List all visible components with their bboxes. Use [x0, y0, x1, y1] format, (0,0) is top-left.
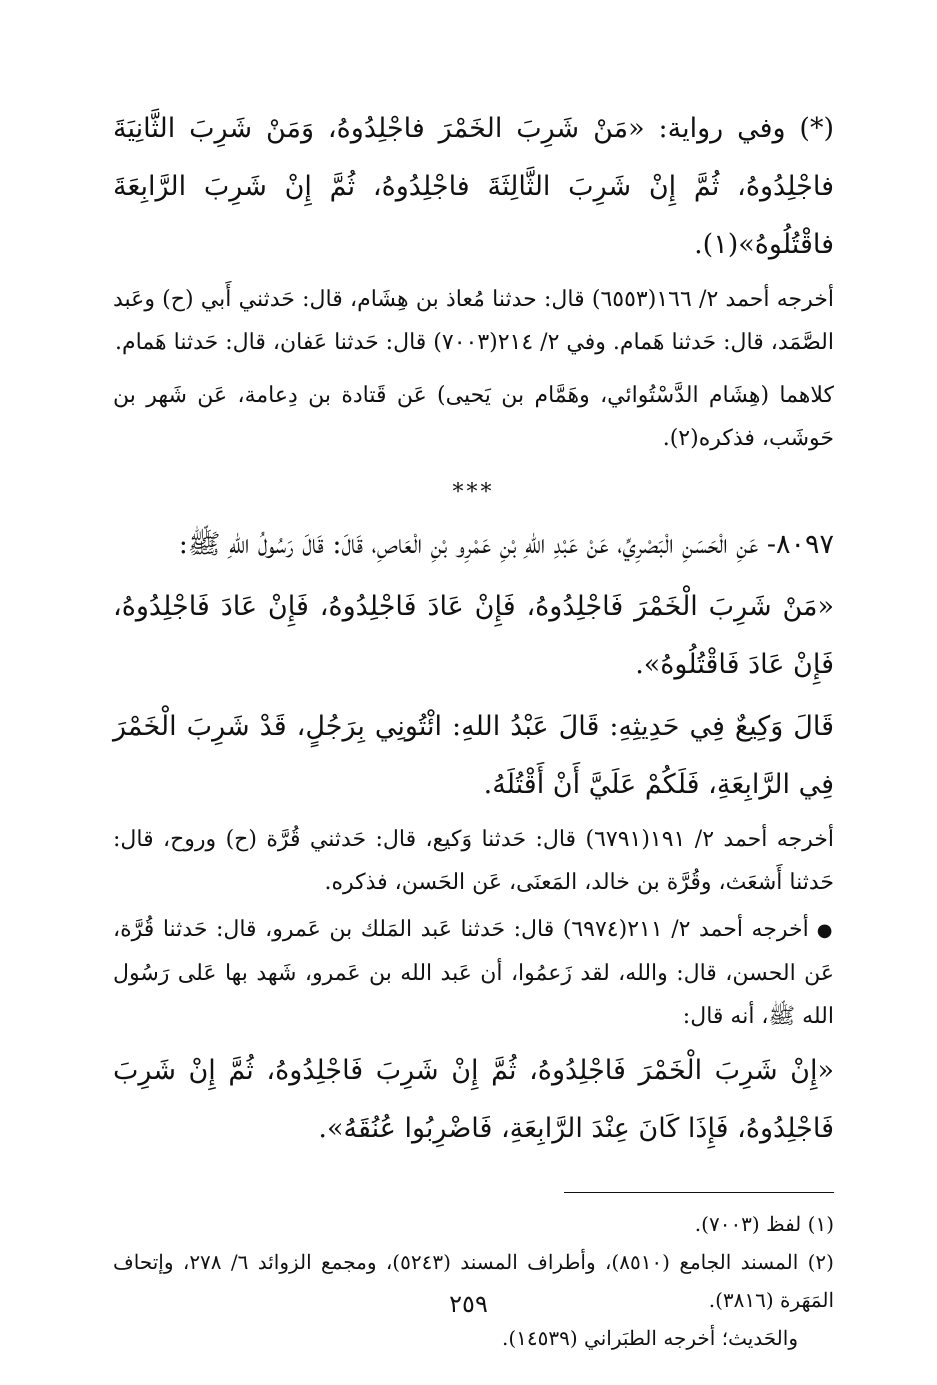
section-separator-stars: ***: [452, 480, 495, 505]
takhrij-paragraph-3: [113, 908, 834, 1038]
riwaya-paragraph: (*) وفي رواية: «مَنْ شَرِبَ الخَمْرَ فاجْلِدُوهُ، وَمَنْ شَرِبَ الثَّانِيَةَ فاجْلِدُوهُ، ثُمَّ إِنْ شَرِبَ الثَّالِثَةَ فاجْلِدُوهُ، ثُمَّ إِنْ شَرِبَ الرَّابِعَةَ فاقْتُلُوهُ»(١).: [113, 113, 834, 260]
hadith-third-version: «إِنْ شَرِبَ الْخَمْرَ فَاجْلِدُوهُ، ثُمَّ إِنْ شَرِبَ فَاجْلِدُوهُ، ثُمَّ إِنْ شَرِبَ فَاجْلِدُوهُ، فَإِذَا كَانَ عِنْدَ الرَّابِعَةِ، فَاضْرِبُوا عُنُقَهُ».: [113, 1055, 834, 1144]
takhrij-paragraph-2: أخرجه أحمد ٢/ ١٩١(٦٧٩١) قال: حَدثنا وَكيع، قال: حَدثني قُرَّة (ح) وروح، قال: حَدثنا أَشعَث، وقُرَّة بن خالد، المَعنَى، عَن الحَسن، فذكره.: [113, 827, 835, 895]
footnote-2: (٢) المسند الجامع (٨٥١٠)، وأطراف المسند (٥٢٤٣)، ومجمع الزوائد ٦/ ٢٧٨، وإتحاف المَهَرة (٣٨١٦).: [113, 1250, 834, 1312]
page-number: ٢٥٩: [449, 1290, 488, 1318]
bullet-icon: ●: [816, 920, 834, 941]
footnote-divider: [564, 1192, 834, 1193]
waki-paragraph: قَالَ وَكِيعٌ فِي حَدِيثِهِ: قَالَ عَبْدُ اللهِ: ائْتُونِي بِرَجُلٍ، قَدْ شَرِبَ الْخَمْرَ فِي الرَّابِعَةِ، فَلَكُمْ عَلَيَّ أَنْ أَقْتُلَهُ.: [113, 711, 834, 800]
hadith-matn: «مَنْ شَرِبَ الْخَمْرَ فَاجْلِدُوهُ، فَإِنْ عَادَ فَاجْلِدُوهُ، فَإِنْ عَادَ فَاجْلِدُوهُ، فَإِنْ عَادَ فَاقْتُلُوهُ».: [113, 591, 834, 680]
footnote-3: والحَديث؛ أخرجه الطبَراني (١٤٥٣٩).: [501, 1326, 798, 1350]
hadith-intro-8097: ٨٠٩٧- عَنِ الْحَسَنِ الْبَصْرِيِّ، عَنْ عَبْدِ اللهِ بْنِ عَمْرِو بْنِ الْعَاصِ، قَالَ: قَالَ رَسُولُ اللهِ ﷺ:: [178, 529, 834, 560]
takhrij-3-text: أخرجه أحمد ٢/ ٢١١(٦٩٧٤) قال: حَدثنا عَبد المَلك بن عَمرو، قال: حَدثنا قُرَّة، عَن الحسن، قال: والله، لقد زَعمُوا، أن عَبد الله بن عَمرو، شَهد بها عَلى رَسُول الله ﷺ، أنه قال:: [113, 917, 834, 1029]
takhrij-paragraph-1: أخرجه أحمد ٢/ ١٦٦(٦٥٥٣) قال: حدثنا مُعاذ بن هِشَام، قال: حَدثني أَبي (ح) وعَبد الصَّمَد، قال: حَدثنا هَمام. وفي ٢/ ٢١٤(٧٠٠٣) قال: حَدثنا عَفان، قال: حَدثنا هَمام.: [113, 287, 835, 355]
footnote-1: (١) لفظ (٧٠٠٣).: [694, 1212, 834, 1236]
kilahuma-paragraph: كلاهما (هِشَام الدَّسْتُوائي، وهَمَّام بن يَحيى) عَن قَتادة بن دِعامة، عَن شَهر بن حَوشَب، فذكره(٢).: [113, 383, 834, 451]
